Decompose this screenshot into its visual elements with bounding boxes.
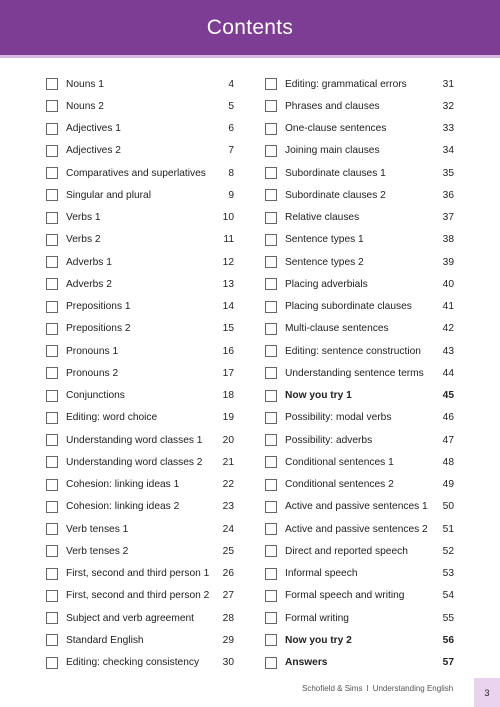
contents-row	[265, 251, 454, 273]
footer-separator: I	[366, 684, 369, 693]
contents-row-label: Placing adverbials	[285, 278, 368, 290]
contents-row-label: Adverbs 1	[66, 256, 112, 268]
footer-book-title: Understanding English	[372, 684, 454, 693]
contents-row-page: 11	[223, 234, 234, 246]
contents-row-label: First, second and third person 1	[66, 568, 210, 580]
contents-row	[265, 118, 454, 140]
contents-row	[265, 95, 454, 117]
contents-row-page: 41	[442, 301, 454, 313]
contents-row-label: Verb tenses 1	[66, 523, 129, 535]
contents-row	[46, 73, 234, 95]
contents-row-label: Phrases and clauses	[285, 100, 380, 112]
checkbox[interactable]	[46, 167, 58, 179]
contents-row	[46, 118, 234, 140]
checkbox[interactable]	[46, 545, 58, 557]
checkbox[interactable]	[265, 145, 277, 157]
contents-row-page: 17	[222, 367, 234, 379]
footer	[302, 684, 453, 693]
contents-row-page: 36	[442, 189, 454, 201]
contents-row	[265, 162, 454, 184]
contents-row-page: 42	[442, 323, 454, 335]
contents-row	[46, 585, 234, 607]
checkbox[interactable]	[46, 390, 58, 402]
contents-row-label: Nouns 1	[66, 78, 104, 90]
checkbox[interactable]	[265, 501, 277, 513]
contents-row-label: Formal writing	[285, 612, 349, 624]
checkbox[interactable]	[46, 367, 58, 379]
checkbox[interactable]	[265, 568, 277, 580]
contents-row-label: Prepositions 2	[66, 323, 131, 335]
contents-row	[265, 607, 454, 629]
checkbox[interactable]	[265, 612, 277, 624]
footer-publisher: Schofield & Sims	[302, 684, 363, 693]
checkbox[interactable]	[265, 590, 277, 602]
contents-row-page: 6	[228, 123, 234, 135]
contents-row-page: 19	[222, 412, 234, 424]
contents-row-page: 10	[222, 212, 234, 224]
contents-row	[46, 385, 234, 407]
contents-row-label: Nouns 2	[66, 100, 104, 112]
contents-row	[46, 629, 234, 651]
contents-row-page: 32	[442, 100, 454, 112]
checkbox[interactable]	[46, 412, 58, 424]
contents-row-label: Editing: checking consistency	[66, 657, 200, 669]
contents-row	[46, 451, 234, 473]
contents-column-right	[265, 73, 454, 674]
checkbox[interactable]	[265, 434, 277, 446]
checkbox[interactable]	[46, 501, 58, 513]
contents-row-label: Adjectives 2	[66, 145, 121, 157]
contents-row-page: 53	[442, 568, 454, 580]
contents-row-page: 12	[222, 256, 234, 268]
contents-row-label: Conjunctions	[66, 390, 125, 402]
contents-row-page: 47	[442, 434, 454, 446]
contents-row-label: Possibility: adverbs	[285, 434, 373, 446]
contents-row	[46, 607, 234, 629]
contents-row-label: Informal speech	[285, 568, 358, 580]
contents-row	[46, 251, 234, 273]
contents-row-label: Placing subordinate clauses	[285, 301, 412, 313]
contents-row-label: Now you try 1	[285, 390, 352, 402]
contents-row-page: 55	[442, 612, 454, 624]
contents-row-label: First, second and third person 2	[66, 590, 210, 602]
contents-row-label: Sentence types 1	[285, 234, 364, 246]
contents-row-label: Understanding word classes 1	[66, 434, 203, 446]
contents-row-page: 5	[228, 100, 234, 112]
checkbox[interactable]	[265, 301, 277, 313]
contents-row-label: Joining main clauses	[285, 145, 380, 157]
header-divider	[0, 55, 500, 58]
contents-row-page: 18	[222, 390, 234, 402]
checkbox[interactable]	[46, 323, 58, 335]
contents-row-page: 29	[222, 634, 234, 646]
contents-row-label: Understanding word classes 2	[66, 456, 203, 468]
contents-row	[46, 518, 234, 540]
contents-row-page: 25	[222, 545, 234, 557]
contents-row	[265, 429, 454, 451]
page-number: 3	[484, 687, 490, 698]
contents-row	[46, 296, 234, 318]
contents-row	[265, 73, 454, 95]
checkbox[interactable]	[265, 545, 277, 557]
contents-row-label: Formal speech and writing	[285, 590, 405, 602]
contents-row-page: 15	[222, 323, 234, 335]
checkbox[interactable]	[46, 590, 58, 602]
contents-row-label: Cohesion: linking ideas 1	[66, 479, 180, 491]
checkbox[interactable]	[265, 212, 277, 224]
contents-row	[46, 563, 234, 585]
contents-row	[46, 140, 234, 162]
contents-row	[46, 207, 234, 229]
contents-row-page: 57	[442, 657, 454, 669]
contents-row-page: 21	[222, 456, 234, 468]
checkbox[interactable]	[265, 100, 277, 112]
page-title: Contents	[206, 15, 294, 39]
contents-row-page: 23	[222, 501, 234, 513]
contents-row-label: Multi-clause sentences	[285, 323, 389, 335]
contents-row	[265, 140, 454, 162]
contents-row-page: 24	[222, 523, 234, 535]
contents-row-label: Possibility: modal verbs	[285, 412, 392, 424]
contents-row-page: 9	[228, 189, 234, 201]
contents-row-label: Answers	[285, 657, 328, 669]
checkbox[interactable]	[46, 100, 58, 112]
contents-row	[46, 652, 234, 674]
checkbox[interactable]	[46, 434, 58, 446]
contents-row-page: 50	[442, 501, 454, 513]
contents-row-label: Prepositions 1	[66, 301, 131, 313]
contents-row-page: 37	[442, 212, 454, 224]
contents-row-page: 40	[442, 278, 454, 290]
contents-row	[265, 585, 454, 607]
checkbox[interactable]	[46, 456, 58, 468]
contents-row-label: Direct and reported speech	[285, 545, 408, 557]
contents-row	[265, 273, 454, 295]
contents-row-label: Verb tenses 2	[66, 545, 129, 557]
contents-row	[265, 385, 454, 407]
checkbox[interactable]	[265, 367, 277, 379]
contents-row-label: Comparatives and superlatives	[66, 167, 206, 179]
contents-row	[46, 362, 234, 384]
contents-row-page: 54	[442, 590, 454, 602]
contents-row-page: 26	[222, 568, 234, 580]
contents-row	[265, 318, 454, 340]
contents-row-page: 20	[222, 434, 234, 446]
contents-row-label: Standard English	[66, 634, 144, 646]
contents-row	[265, 451, 454, 473]
contents-row-label: Adverbs 2	[66, 278, 112, 290]
contents-row-page: 51	[442, 523, 454, 535]
contents-row-page: 49	[442, 479, 454, 491]
contents-row	[46, 474, 234, 496]
contents-row	[265, 207, 454, 229]
contents-row-page: 8	[228, 167, 234, 179]
contents-row-label: Cohesion: linking ideas 2	[66, 501, 180, 513]
contents-row	[46, 95, 234, 117]
contents-row	[46, 496, 234, 518]
checkbox[interactable]	[265, 390, 277, 402]
contents-row-label: Understanding sentence terms	[285, 367, 424, 379]
checkbox[interactable]	[265, 523, 277, 535]
contents-row	[46, 407, 234, 429]
contents-row	[265, 563, 454, 585]
contents-row-page: 35	[442, 167, 454, 179]
contents-row-label: Subject and verb agreement	[66, 612, 194, 624]
contents-row-label: Pronouns 2	[66, 367, 119, 379]
contents-row-page: 4	[228, 78, 234, 90]
contents-row-page: 27	[222, 590, 234, 602]
checkbox[interactable]	[46, 634, 58, 646]
contents-row-label: Subordinate clauses 2	[285, 189, 386, 201]
checkbox[interactable]	[265, 323, 277, 335]
checkbox[interactable]	[46, 523, 58, 535]
contents-row	[265, 474, 454, 496]
contents-row	[46, 429, 234, 451]
checkbox[interactable]	[265, 657, 277, 669]
contents-row-page: 31	[442, 78, 454, 90]
contents-row-label: Subordinate clauses 1	[285, 167, 386, 179]
checkbox[interactable]	[46, 256, 58, 268]
checkbox[interactable]	[46, 612, 58, 624]
checkbox[interactable]	[265, 345, 277, 357]
checkbox[interactable]	[46, 479, 58, 491]
checkbox[interactable]	[46, 301, 58, 313]
contents-row-page: 14	[222, 301, 234, 313]
contents-row	[265, 518, 454, 540]
checkbox[interactable]	[265, 412, 277, 424]
contents-row	[265, 407, 454, 429]
contents-row-page: 28	[222, 612, 234, 624]
contents-row-label: Editing: sentence construction	[285, 345, 421, 357]
contents-row-label: Now you try 2	[285, 634, 352, 646]
checkbox[interactable]	[265, 167, 277, 179]
contents-row-label: Editing: word choice	[66, 412, 158, 424]
contents-row-label: Relative clauses	[285, 212, 360, 224]
contents-row	[46, 184, 234, 206]
contents-row	[265, 296, 454, 318]
contents-row-label: Adjectives 1	[66, 123, 121, 135]
checkbox[interactable]	[265, 479, 277, 491]
contents-row-page: 34	[442, 145, 454, 157]
contents-row	[265, 540, 454, 562]
checkbox[interactable]	[46, 78, 58, 90]
contents-row-label: Editing: grammatical errors	[285, 78, 407, 90]
contents-row-label: Conditional sentences 2	[285, 479, 394, 491]
contents-column-left	[46, 73, 234, 674]
contents-row-page: 45	[442, 390, 454, 402]
contents-row	[46, 318, 234, 340]
contents-row-label: One-clause sentences	[285, 123, 387, 135]
checkbox[interactable]	[46, 212, 58, 224]
contents-row-page: 39	[442, 256, 454, 268]
contents-row-label: Active and passive sentences 2	[285, 523, 428, 535]
contents-row-label: Singular and plural	[66, 189, 151, 201]
checkbox[interactable]	[46, 145, 58, 157]
checkbox[interactable]	[265, 634, 277, 646]
contents-row-page: 16	[222, 345, 234, 357]
contents-row	[265, 362, 454, 384]
contents-row-page: 38	[442, 234, 454, 246]
checkbox[interactable]	[265, 278, 277, 290]
checkbox[interactable]	[46, 568, 58, 580]
checkbox[interactable]	[265, 456, 277, 468]
contents-row-page: 52	[442, 545, 454, 557]
contents-row	[46, 273, 234, 295]
contents-row	[265, 184, 454, 206]
contents-row-page: 7	[228, 145, 234, 157]
checkbox[interactable]	[46, 189, 58, 201]
contents-row	[265, 340, 454, 362]
checkbox[interactable]	[46, 278, 58, 290]
checkbox[interactable]	[265, 256, 277, 268]
contents-row-label: Conditional sentences 1	[285, 456, 394, 468]
contents-row-page: 48	[442, 456, 454, 468]
checkbox[interactable]	[265, 78, 277, 90]
checkbox[interactable]	[46, 657, 58, 669]
checkbox[interactable]	[265, 234, 277, 246]
checkbox[interactable]	[46, 234, 58, 246]
contents-row-label: Pronouns 1	[66, 345, 119, 357]
contents-row-label: Active and passive sentences 1	[285, 501, 428, 513]
contents-row-page: 22	[222, 479, 234, 491]
header-banner	[0, 0, 500, 55]
contents-row	[265, 652, 454, 674]
contents-row	[46, 229, 234, 251]
contents-row-page: 56	[442, 634, 454, 646]
contents-row-label: Sentence types 2	[285, 256, 364, 268]
contents-row-label: Verbs 1	[66, 212, 101, 224]
contents-row	[265, 496, 454, 518]
checkbox[interactable]	[265, 189, 277, 201]
checkbox[interactable]	[265, 123, 277, 135]
checkbox[interactable]	[46, 345, 58, 357]
contents-row	[46, 340, 234, 362]
contents-row-page: 30	[222, 657, 234, 669]
page-number-tab	[474, 678, 500, 707]
contents-row-page: 43	[442, 345, 454, 357]
contents-row	[265, 229, 454, 251]
contents-row	[265, 629, 454, 651]
contents-row-page: 13	[222, 278, 234, 290]
contents-row-page: 44	[442, 367, 454, 379]
contents-row	[46, 540, 234, 562]
checkbox[interactable]	[46, 123, 58, 135]
contents-row	[46, 162, 234, 184]
contents-row-label: Verbs 2	[66, 234, 101, 246]
contents-row-page: 33	[442, 123, 454, 135]
contents-row-page: 46	[442, 412, 454, 424]
